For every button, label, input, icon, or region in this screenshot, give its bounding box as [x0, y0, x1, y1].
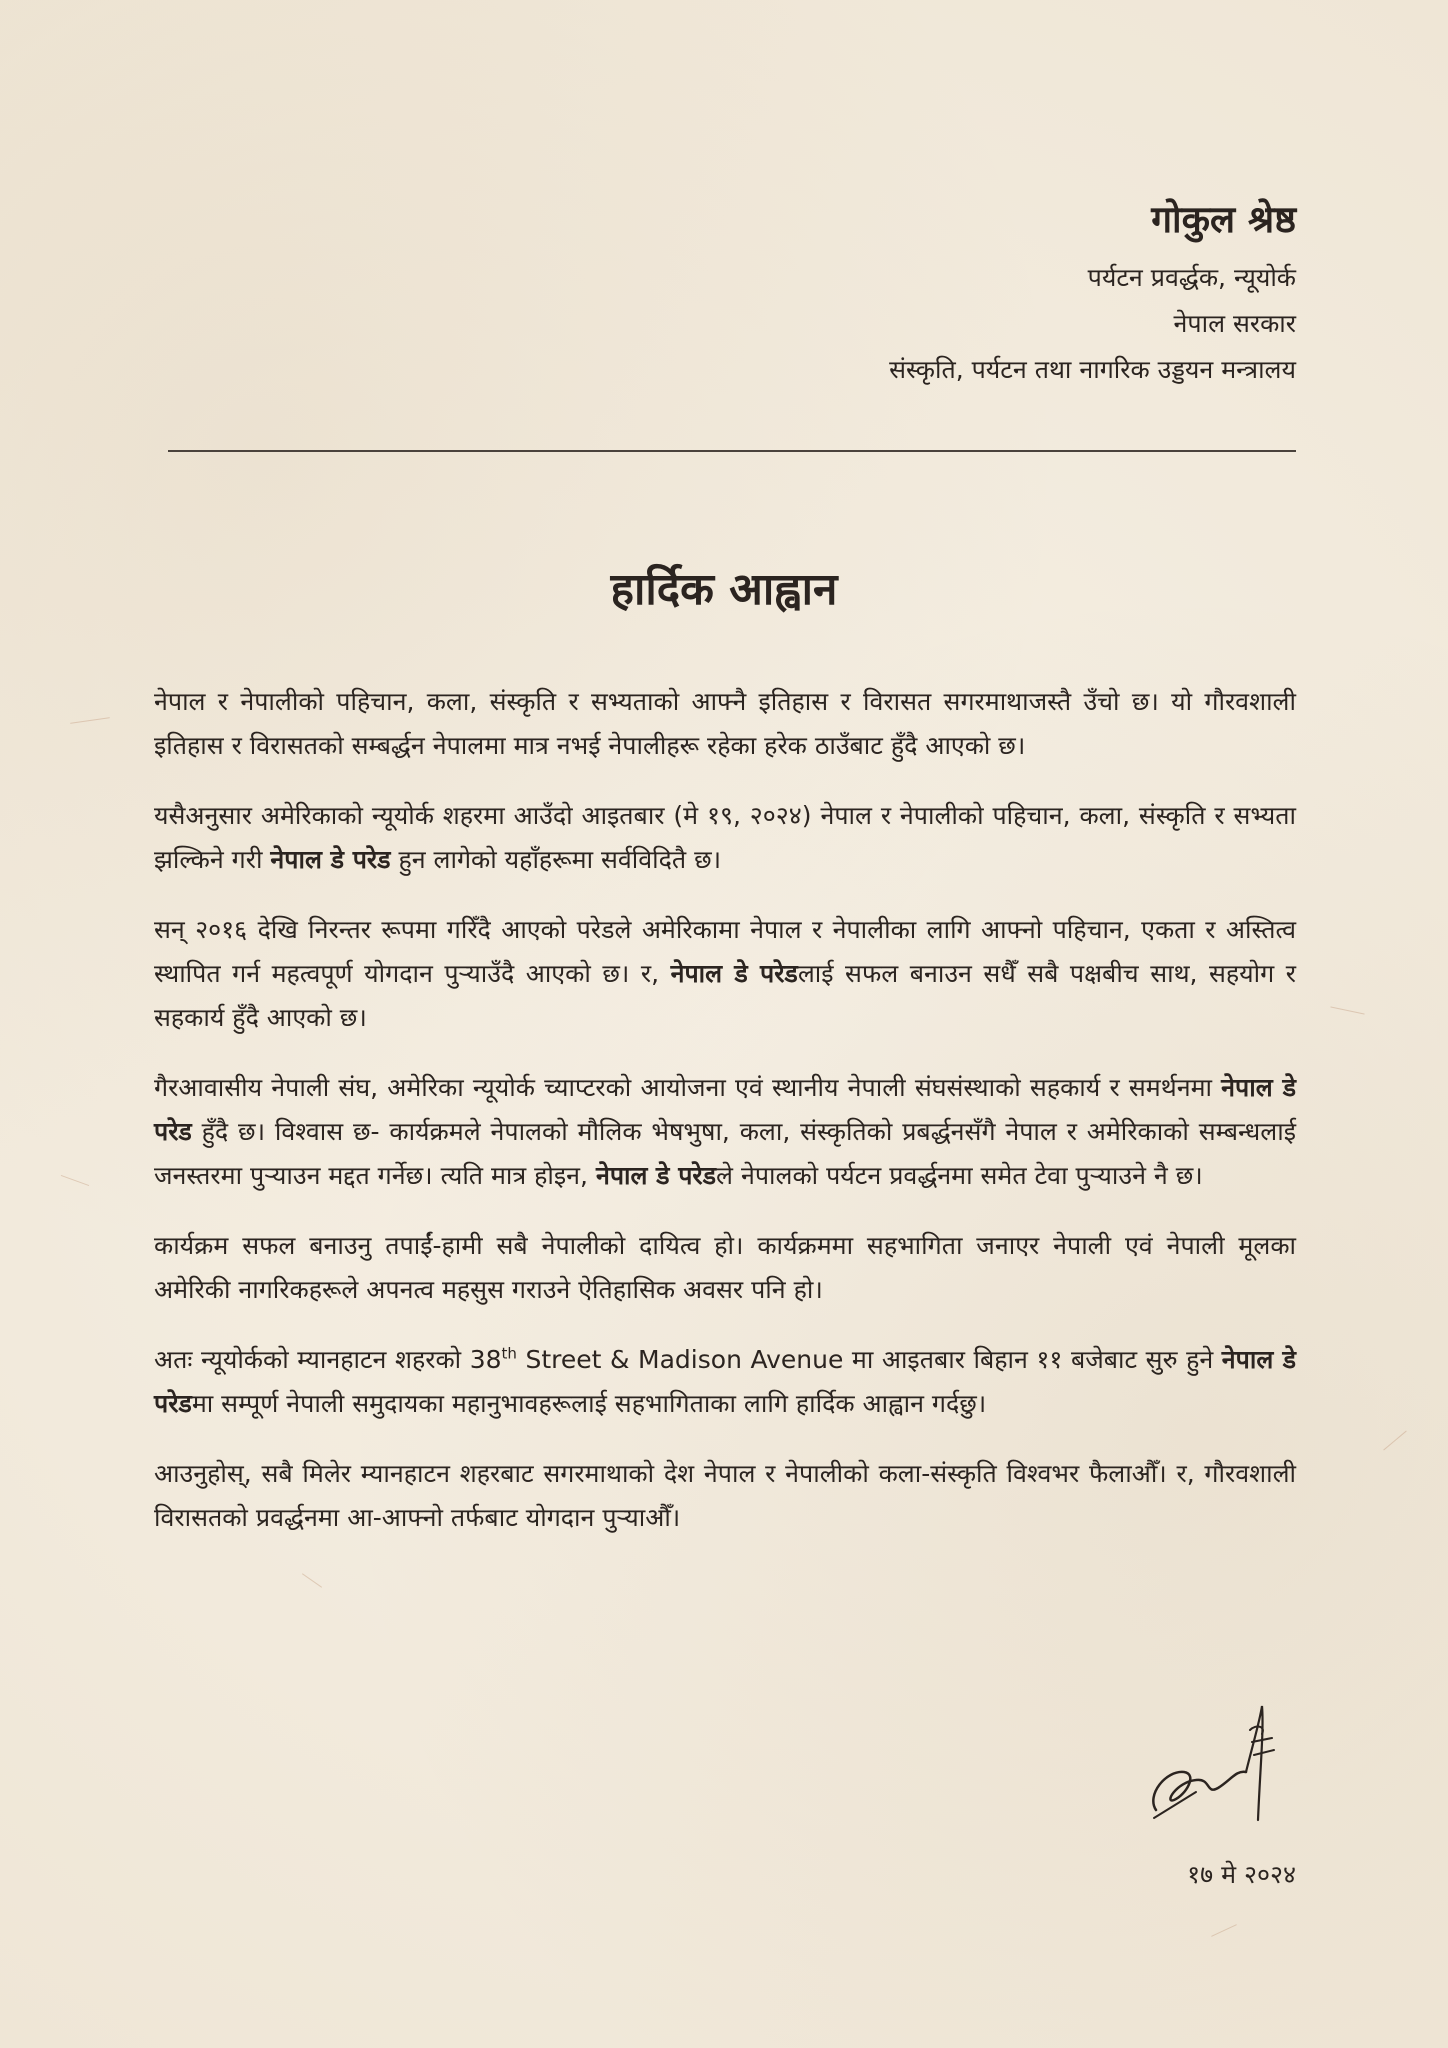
paragraph-2	[154, 794, 1296, 882]
event-name-bold: नेपाल डे परेड	[270, 845, 391, 874]
paragraph-6-text: अतः न्यूयोर्कको म्यानहाटन शहरको 38	[154, 1345, 502, 1374]
ordinal-suffix: th	[501, 1344, 517, 1363]
paragraph-6-text: Street & Madison Avenue मा आइतबार बिहान ११ बजेबाट सुरु हुने	[516, 1345, 1222, 1374]
letter-title: हार्दिक आह्वान	[610, 564, 838, 615]
paragraph-3	[154, 908, 1296, 1040]
event-name-bold: नेपाल डे परेड	[670, 959, 798, 988]
letter-date: १७ मे २०२४	[1187, 1860, 1296, 1889]
event-name-bold: नेपाल डे परेड	[154, 1073, 1296, 1146]
paragraph-3-text: सन् २०१६ देखि निरन्तर रूपमा गरिँदै आएको परेडले अमेरिकामा नेपाल र नेपालीका लागि आफ्नो पहिचान, एकता र अस्तित्व स्थापित गर्न महत्वपूर्ण योगदान पुऱ्याउँदै आएको छ। र,	[154, 915, 1296, 988]
sender-name: गोकुल श्रेष्ठ	[1151, 198, 1296, 241]
header-divider	[168, 450, 1296, 452]
paragraph-2-text: हुन लागेको यहाँहरूमा सर्वविदितै छ।	[390, 845, 722, 874]
paragraph-4-text: ले नेपालको पर्यटन प्रवर्द्धनमा समेत टेवा पुऱ्याउने नै छ।	[716, 1161, 1203, 1190]
event-name-bold: नेपाल डे परेड	[595, 1161, 717, 1190]
letter-body	[154, 680, 1296, 1566]
sender-ministry: संस्कृति, पर्यटन तथा नागरिक उड्डयन मन्त्रालय	[889, 355, 1296, 384]
paper-fiber	[70, 717, 110, 724]
event-name-bold: नेपाल डे परेड	[154, 1345, 1296, 1418]
paper-fiber	[61, 1175, 90, 1186]
paragraph-6	[154, 1338, 1296, 1426]
letterhead	[889, 195, 1296, 393]
paper-fiber	[1211, 1924, 1237, 1937]
handwritten-signature	[1136, 1700, 1296, 1830]
sender-designation: पर्यटन प्रवर्द्धक, न्यूयोर्क	[1087, 263, 1296, 292]
paragraph-6-text: मा सम्पूर्ण नेपाली समुदायका महानुभावहरूलाई सहभागिताका लागि हार्दिक आह्वान गर्दछु।	[191, 1389, 987, 1418]
paragraph-7: आउनुहोस्, सबै मिलेर म्यानहाटन शहरबाट सगरमाथाको देश नेपाल र नेपालीको कला-संस्कृति विश्वभर फैलाऔँ। र, गौरवशाली विरासतको प्रवर्द्धनमा आ-आफ्नो तर्फबाट योगदान पुऱ्याऔँ।	[154, 1459, 1296, 1532]
paper-fiber	[302, 1573, 322, 1588]
paper-fiber	[1330, 1006, 1364, 1014]
paper-fiber	[1383, 1430, 1407, 1450]
paragraph-4-text: हुँदै छ। विश्वास छ- कार्यक्रमले नेपालको मौलिक भेषभुषा, कला, संस्कृतिको प्रबर्द्धनसँगै नेपाल र अमेरिकाको सम्बन्धलाई जनस्तरमा पुऱ्याउन मद्दत गर्नेछ। त्यति मात्र होइन,	[154, 1117, 1296, 1190]
paragraph-4	[154, 1066, 1296, 1198]
paragraph-3-text: लाई सफल बनाउन सधैँ सबै पक्षबीच साथ, सहयोग र सहकार्य हुँदै आएको छ।	[154, 959, 1296, 1032]
paragraph-2-text: यसैअनुसार अमेरिकाको न्यूयोर्क शहरमा आउँदो आइतबार (मे १९, २०२४) नेपाल र नेपालीको पहिचान, कला, संस्कृति र सभ्यता झल्किने गरी	[154, 801, 1296, 874]
paragraph-5: कार्यक्रम सफल बनाउनु तपाईं-हामी सबै नेपालीको दायित्व हो। कार्यक्रममा सहभागिता जनाएर नेपाली एवं नेपाली मूलका अमेरिकी नागरिकहरूले अपनत्व महसुस गराउने ऐतिहासिक अवसर पनि हो।	[154, 1231, 1296, 1304]
paragraph-1: नेपाल र नेपालीको पहिचान, कला, संस्कृति र सभ्यताको आफ्नै इतिहास र विरासत सगरमाथाजस्तै उँचो छ। यो गौरवशाली इतिहास र विरासतको सम्बर्द्धन नेपालमा मात्र नभई नेपालीहरू रहेका हरेक ठाउँबाट हुँदै आएको छ।	[154, 687, 1296, 760]
sender-government: नेपाल सरकार	[1173, 309, 1296, 338]
paragraph-4-text: गैरआवासीय नेपाली संघ, अमेरिका न्यूयोर्क च्याप्टरको आयोजना एवं स्थानीय नेपाली संघसंस्थाको सहकार्य र समर्थनमा	[154, 1073, 1222, 1102]
